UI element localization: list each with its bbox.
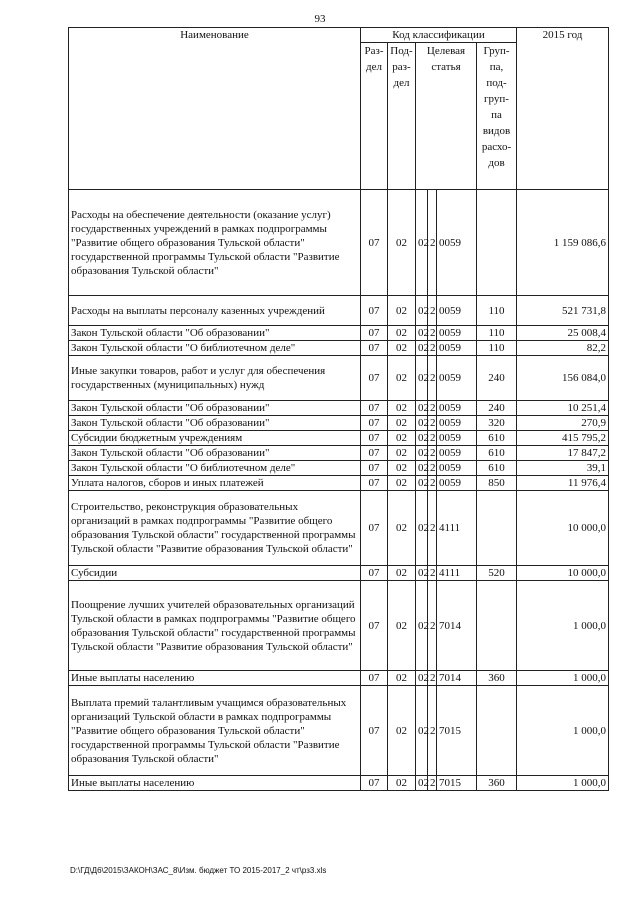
row-razdel: 07 (361, 446, 388, 461)
row-expense-group: 520 (477, 566, 517, 581)
row-razdel: 07 (361, 356, 388, 401)
row-target-part1: 02 (416, 491, 428, 566)
row-expense-group: 110 (477, 341, 517, 356)
table-row (69, 671, 609, 686)
row-razdel: 07 (361, 431, 388, 446)
row-razdel: 07 (361, 491, 388, 566)
header-expense-group: Груп- па, под- груп- па видов расхо- дов (477, 43, 517, 190)
row-name: Расходы на обеспечение деятельности (оказание услуг) государственных учреждений в рамках подпрограммы "Развитие общего образования Тульской области" государственной программы Тульской области "Развитие образования Тульской области" (69, 190, 361, 296)
row-expense-group (477, 581, 517, 671)
header-name: Наименование (69, 28, 361, 190)
row-amount: 415 795,2 (517, 431, 609, 446)
row-target-part2: 2 (428, 296, 437, 326)
row-name: Закон Тульской области "Об образовании" (69, 416, 361, 431)
row-target-part1: 02 (416, 356, 428, 401)
row-target-part3: 0059 (437, 326, 477, 341)
row-podrazdel: 02 (388, 776, 416, 791)
row-target-part3: 0059 (437, 401, 477, 416)
table-row (69, 476, 609, 491)
row-target-part3: 0059 (437, 461, 477, 476)
header-podrazdel: Под- раз- дел (388, 43, 416, 190)
row-podrazdel: 02 (388, 416, 416, 431)
row-amount: 39,1 (517, 461, 609, 476)
row-expense-group (477, 686, 517, 776)
row-amount: 10 251,4 (517, 401, 609, 416)
row-amount: 11 976,4 (517, 476, 609, 491)
row-target-part2: 2 (428, 461, 437, 476)
table-row (69, 776, 609, 791)
row-expense-group: 110 (477, 326, 517, 341)
page-number: 93 (314, 13, 326, 25)
row-target-part2: 2 (428, 341, 437, 356)
row-amount: 10 000,0 (517, 491, 609, 566)
row-podrazdel: 02 (388, 326, 416, 341)
row-target-part1: 02 (416, 581, 428, 671)
row-target-part2: 2 (428, 190, 437, 296)
row-name: Иные выплаты населению (69, 671, 361, 686)
table-row (69, 446, 609, 461)
row-razdel: 07 (361, 341, 388, 356)
row-target-part3: 0059 (437, 431, 477, 446)
row-expense-group: 610 (477, 461, 517, 476)
row-target-part1: 02 (416, 461, 428, 476)
row-razdel: 07 (361, 461, 388, 476)
row-podrazdel: 02 (388, 476, 416, 491)
row-amount: 270,9 (517, 416, 609, 431)
row-target-part2: 2 (428, 356, 437, 401)
row-target-part2: 2 (428, 671, 437, 686)
row-amount: 10 000,0 (517, 566, 609, 581)
row-expense-group: 360 (477, 776, 517, 791)
row-podrazdel: 02 (388, 686, 416, 776)
row-target-part2: 2 (428, 686, 437, 776)
table-row (69, 356, 609, 401)
row-podrazdel: 02 (388, 446, 416, 461)
row-name: Закон Тульской области "Об образовании" (69, 326, 361, 341)
row-podrazdel: 02 (388, 401, 416, 416)
row-target-part3: 0059 (437, 476, 477, 491)
header-year: 2015 год (517, 28, 609, 190)
row-target-part2: 2 (428, 416, 437, 431)
row-name: Закон Тульской области "О библиотечном деле" (69, 461, 361, 476)
table-row (69, 341, 609, 356)
row-amount: 82,2 (517, 341, 609, 356)
row-target-part3: 7014 (437, 671, 477, 686)
row-name: Выплата премий талантливым учащимся образовательных организаций Тульской области в рамках подпрограммы "Развитие общего образования Тульской области" государственной программы Тульской области "Развитие образования Тульской области" (69, 686, 361, 776)
row-razdel: 07 (361, 671, 388, 686)
row-podrazdel: 02 (388, 491, 416, 566)
row-target-part1: 02 (416, 566, 428, 581)
row-amount: 1 000,0 (517, 776, 609, 791)
row-target-part3: 4111 (437, 566, 477, 581)
row-target-part1: 02 (416, 296, 428, 326)
row-razdel: 07 (361, 326, 388, 341)
row-target-part2: 2 (428, 476, 437, 491)
row-target-part3: 0059 (437, 341, 477, 356)
table-row (69, 491, 609, 566)
row-razdel: 07 (361, 296, 388, 326)
row-target-part1: 02 (416, 671, 428, 686)
row-name: Иные выплаты населению (69, 776, 361, 791)
table-row (69, 686, 609, 776)
row-amount: 1 000,0 (517, 686, 609, 776)
row-podrazdel: 02 (388, 356, 416, 401)
table-row (69, 296, 609, 326)
row-target-part1: 02 (416, 431, 428, 446)
row-amount: 1 000,0 (517, 671, 609, 686)
row-expense-group: 610 (477, 446, 517, 461)
table-row (69, 461, 609, 476)
header-target-article: Целевая статья (416, 43, 477, 190)
row-expense-group (477, 491, 517, 566)
header-razdel: Раз- дел (361, 43, 388, 190)
table-row (69, 190, 609, 296)
row-target-part2: 2 (428, 326, 437, 341)
row-target-part1: 02 (416, 326, 428, 341)
header-classification: Код классификации (361, 28, 517, 43)
row-razdel: 07 (361, 476, 388, 491)
row-name: Иные закупки товаров, работ и услуг для обеспечения государственных (муниципальных) нужд (69, 356, 361, 401)
row-amount: 1 000,0 (517, 581, 609, 671)
table-row (69, 581, 609, 671)
row-podrazdel: 02 (388, 461, 416, 476)
row-name: Субсидии (69, 566, 361, 581)
row-expense-group: 240 (477, 356, 517, 401)
row-amount: 17 847,2 (517, 446, 609, 461)
row-podrazdel: 02 (388, 296, 416, 326)
row-expense-group: 240 (477, 401, 517, 416)
table-row (69, 431, 609, 446)
row-target-part2: 2 (428, 431, 437, 446)
row-target-part2: 2 (428, 446, 437, 461)
row-target-part1: 02 (416, 401, 428, 416)
table-row (69, 401, 609, 416)
row-podrazdel: 02 (388, 566, 416, 581)
row-amount: 1 159 086,6 (517, 190, 609, 296)
row-target-part1: 02 (416, 341, 428, 356)
row-name: Поощрение лучших учителей образовательных организаций Тульской области в рамках подпрограммы "Развитие общего образования Тульской области" государственной программы Тульской области "Развитие образования Тульской области" (69, 581, 361, 671)
row-amount: 521 731,8 (517, 296, 609, 326)
file-path-footer: D:\ГД\Д6\2015\ЗАКОН\ЗАС_8\Изм. бюджет ТО 2015-2017_2 чт\рз3.xls (70, 866, 327, 875)
row-expense-group (477, 190, 517, 296)
row-target-part3: 0059 (437, 296, 477, 326)
row-target-part3: 0059 (437, 446, 477, 461)
row-name: Закон Тульской области "Об образовании" (69, 401, 361, 416)
row-razdel: 07 (361, 416, 388, 431)
table-row (69, 326, 609, 341)
row-podrazdel: 02 (388, 581, 416, 671)
row-podrazdel: 02 (388, 671, 416, 686)
table-row (69, 566, 609, 581)
row-amount: 25 008,4 (517, 326, 609, 341)
row-name: Закон Тульской области "Об образовании" (69, 446, 361, 461)
row-target-part1: 02 (416, 190, 428, 296)
row-expense-group: 110 (477, 296, 517, 326)
row-razdel: 07 (361, 776, 388, 791)
row-podrazdel: 02 (388, 431, 416, 446)
row-target-part3: 4111 (437, 491, 477, 566)
header-row (69, 28, 609, 43)
row-target-part2: 2 (428, 566, 437, 581)
row-expense-group: 360 (477, 671, 517, 686)
row-expense-group: 320 (477, 416, 517, 431)
table-row (69, 416, 609, 431)
row-target-part2: 2 (428, 581, 437, 671)
row-razdel: 07 (361, 581, 388, 671)
table-body (69, 190, 609, 791)
row-target-part1: 02 (416, 476, 428, 491)
row-target-part3: 7014 (437, 581, 477, 671)
row-target-part1: 02 (416, 686, 428, 776)
row-target-part2: 2 (428, 776, 437, 791)
row-target-part2: 2 (428, 401, 437, 416)
row-razdel: 07 (361, 401, 388, 416)
row-name: Расходы на выплаты персоналу казенных учреждений (69, 296, 361, 326)
row-name: Строительство, реконструкция образовательных организаций в рамках подпрограммы "Развитие общего образования Тульской области" государственной программы Тульской области "Развитие образования Тульской области" (69, 491, 361, 566)
row-target-part1: 02 (416, 446, 428, 461)
row-expense-group: 610 (477, 431, 517, 446)
row-expense-group: 850 (477, 476, 517, 491)
row-name: Субсидии бюджетным учреждениям (69, 431, 361, 446)
row-razdel: 07 (361, 566, 388, 581)
row-name: Уплата налогов, сборов и иных платежей (69, 476, 361, 491)
row-target-part2: 2 (428, 491, 437, 566)
row-target-part1: 02 (416, 776, 428, 791)
row-podrazdel: 02 (388, 341, 416, 356)
row-razdel: 07 (361, 190, 388, 296)
row-target-part3: 0059 (437, 356, 477, 401)
row-razdel: 07 (361, 686, 388, 776)
row-name: Закон Тульской области "О библиотечном деле" (69, 341, 361, 356)
row-amount: 156 084,0 (517, 356, 609, 401)
row-target-part3: 7015 (437, 686, 477, 776)
row-target-part3: 7015 (437, 776, 477, 791)
budget-table (68, 27, 609, 791)
row-target-part1: 02 (416, 416, 428, 431)
row-target-part3: 0059 (437, 190, 477, 296)
row-target-part3: 0059 (437, 416, 477, 431)
row-podrazdel: 02 (388, 190, 416, 296)
